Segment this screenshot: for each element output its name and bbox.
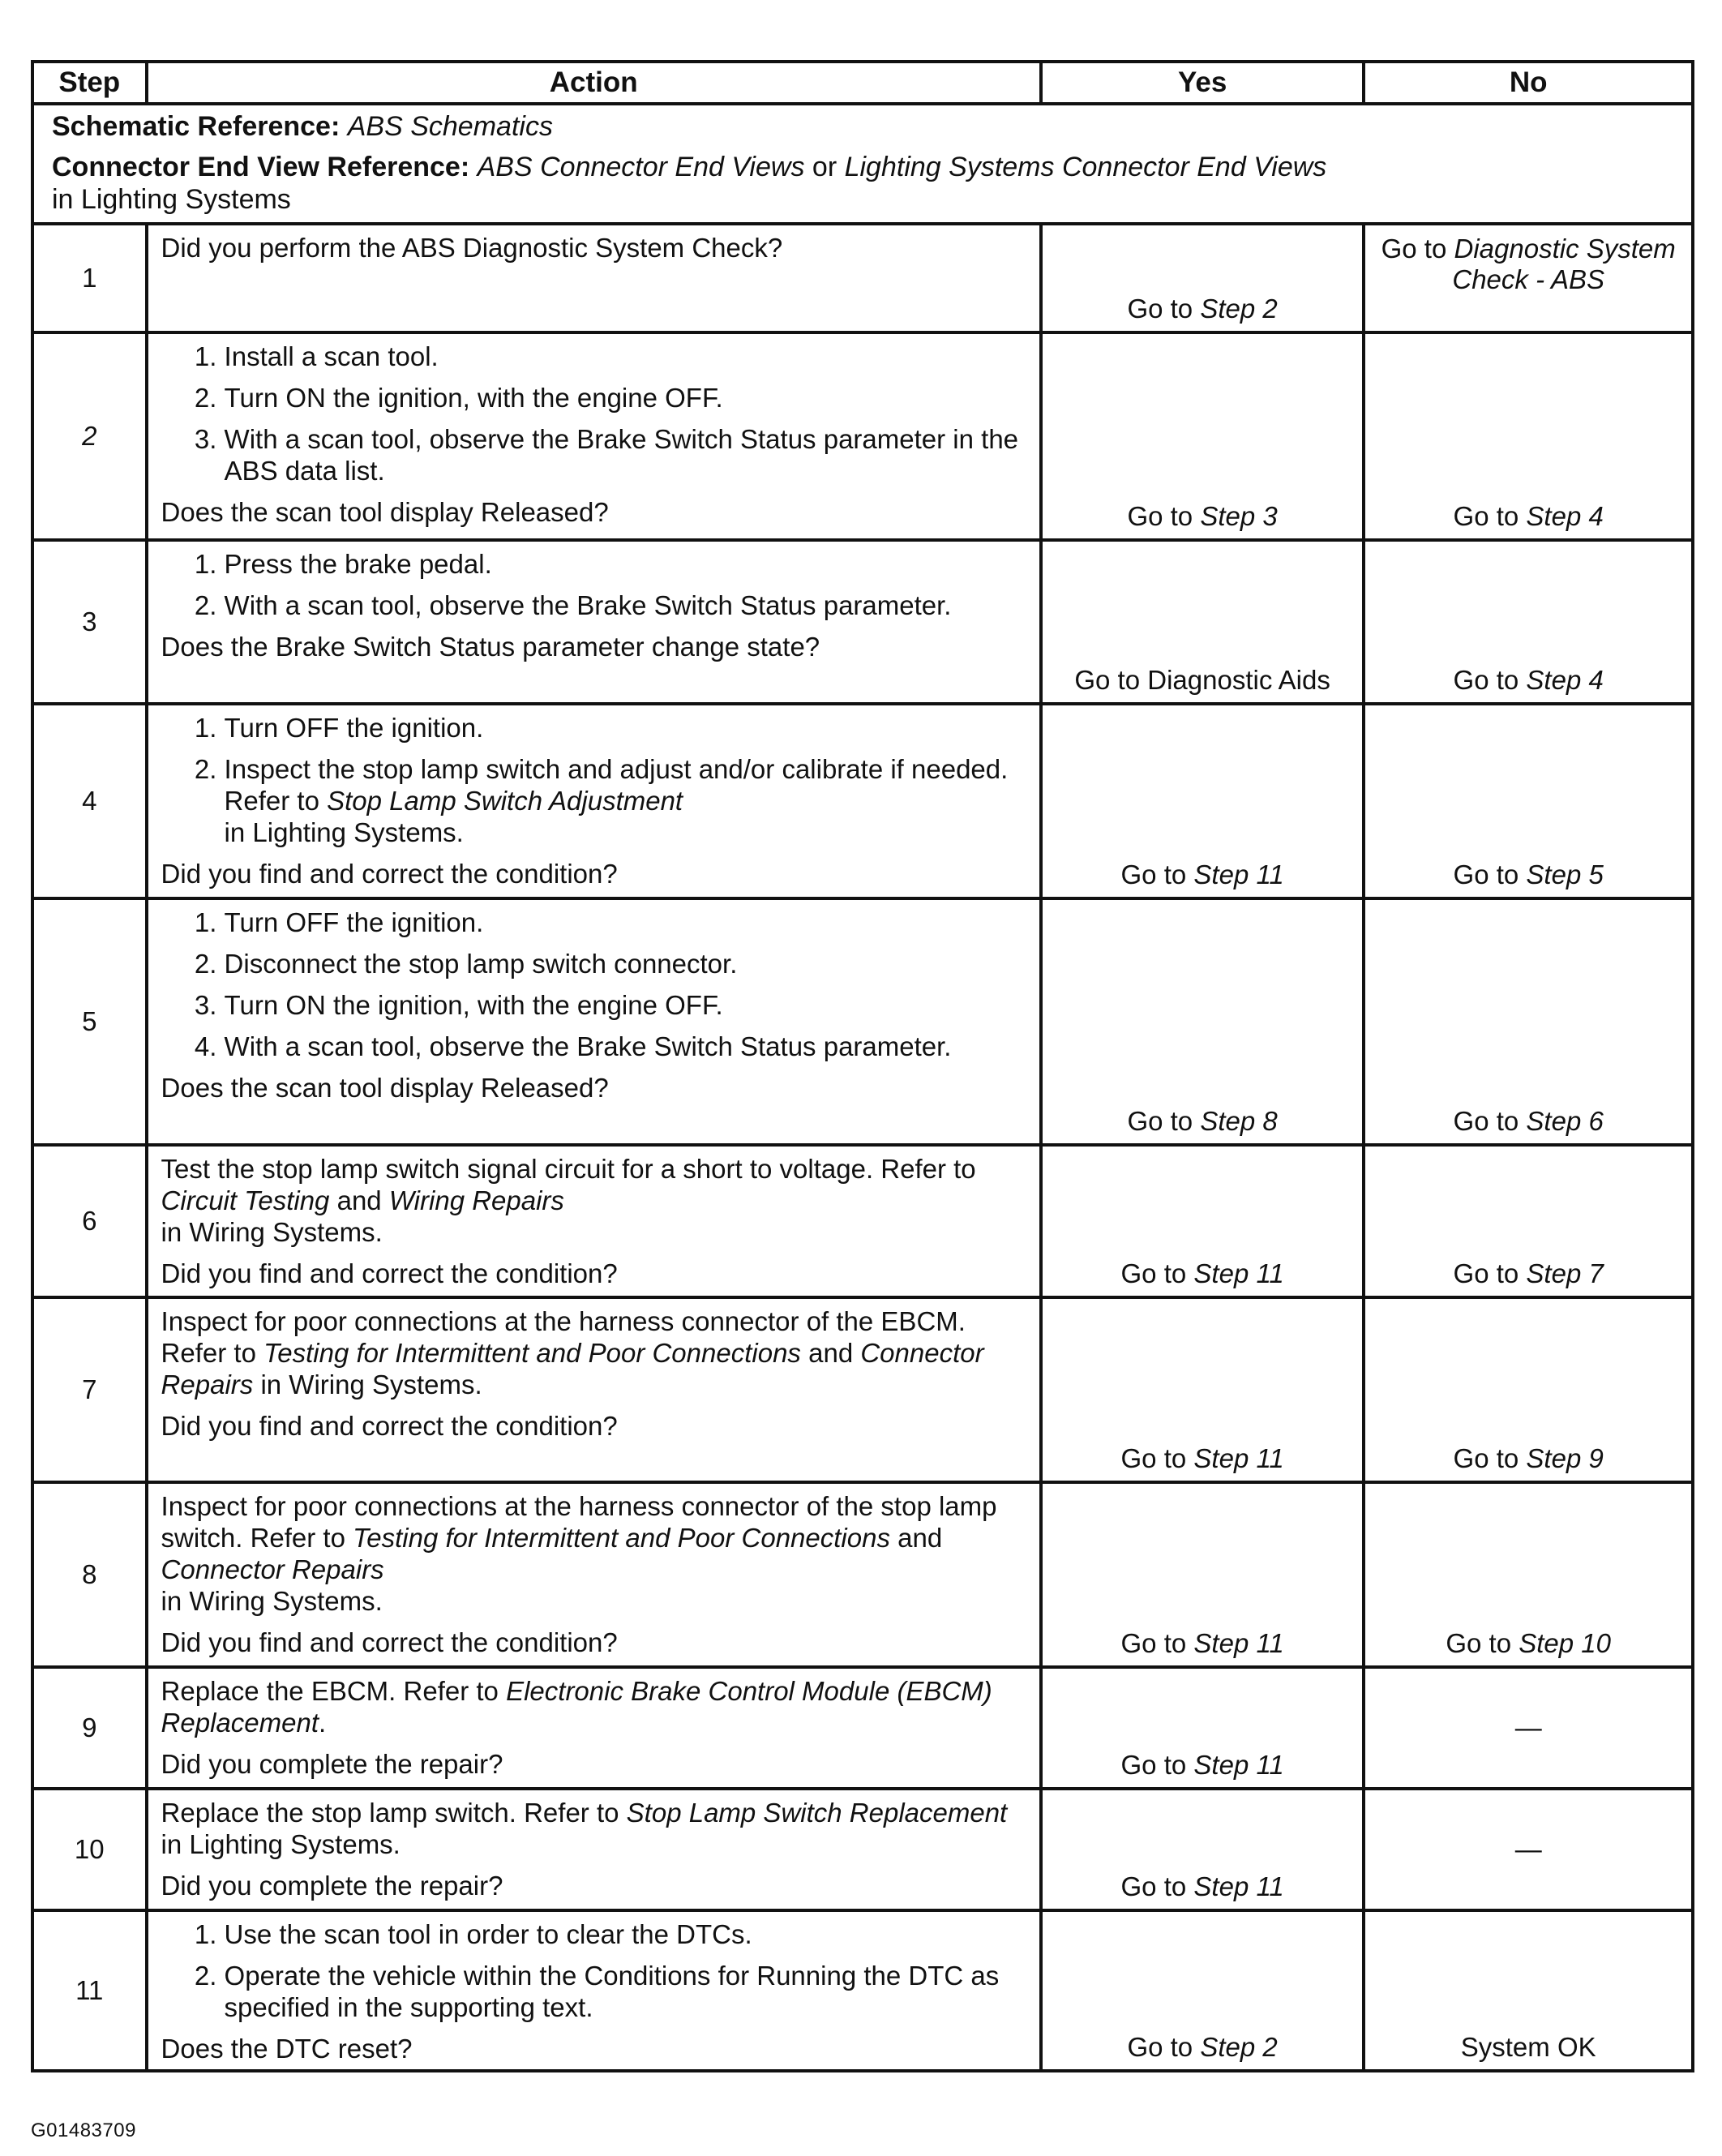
instruction-item: 1. Press the brake pedal. bbox=[225, 548, 1028, 580]
instruction-paragraph bbox=[161, 1675, 1028, 1738]
no-step-link[interactable]: Step 4 bbox=[1526, 665, 1604, 695]
no-cell bbox=[1364, 1297, 1693, 1482]
action-cell bbox=[147, 540, 1041, 704]
instruction-item: 2. Disconnect the stop lamp switch connector. bbox=[225, 948, 1028, 979]
yes-cell bbox=[1041, 332, 1364, 540]
yes-step-link[interactable]: Step 11 bbox=[1193, 1871, 1284, 1901]
connector-reference-or: or bbox=[812, 152, 837, 182]
no-prefix: Go to bbox=[1381, 234, 1447, 264]
no-cell bbox=[1364, 1910, 1693, 2071]
yes-step-link[interactable]: Step 2 bbox=[1200, 2032, 1278, 2062]
no-cell bbox=[1364, 332, 1693, 540]
yes-prefix: Go to bbox=[1120, 1750, 1187, 1780]
instruction-list bbox=[161, 548, 1028, 621]
instruction-item: 2. Turn ON the ignition, with the engine OFF. bbox=[225, 382, 1028, 414]
yes-prefix: Go to bbox=[1120, 1628, 1187, 1658]
no-dash: — bbox=[1514, 1712, 1542, 1742]
stop-lamp-switch-adjustment-link[interactable]: Stop Lamp Switch Adjustment bbox=[327, 786, 683, 816]
no-step-link[interactable]: Step 10 bbox=[1519, 1628, 1612, 1658]
yes-step-link[interactable]: Step 11 bbox=[1193, 859, 1284, 889]
no-step-link[interactable]: Step 5 bbox=[1526, 859, 1604, 889]
question: Did you find and correct the condition? bbox=[161, 1258, 618, 1288]
connector-reference-link-lighting[interactable]: Lighting Systems Connector End Views bbox=[844, 152, 1327, 182]
action-cell bbox=[147, 1482, 1041, 1667]
yes-cell bbox=[1041, 1145, 1364, 1297]
yes-cell bbox=[1041, 704, 1364, 898]
schematic-reference-label: Schematic Reference: bbox=[52, 111, 341, 142]
yes-step-link[interactable]: Step 11 bbox=[1193, 1443, 1284, 1473]
testing-intermittent-link[interactable]: Testing for Intermittent and Poor Connections bbox=[353, 1523, 890, 1553]
step-number: 6 bbox=[32, 1145, 147, 1297]
question: Does the DTC reset? bbox=[161, 2034, 413, 2064]
header-action: Action bbox=[147, 62, 1041, 104]
no-prefix: Go to bbox=[1446, 1628, 1512, 1658]
step-number: 3 bbox=[32, 540, 147, 704]
table-row bbox=[32, 540, 1693, 704]
yes-cell bbox=[1041, 224, 1364, 332]
instruction-item bbox=[225, 753, 1028, 848]
no-cell bbox=[1364, 224, 1693, 332]
instruction-paragraph bbox=[161, 1490, 1028, 1617]
yes-prefix: Go to bbox=[1127, 1106, 1193, 1136]
schematic-reference-link[interactable]: ABS Schematics bbox=[347, 111, 553, 142]
instruction-item: 1. Install a scan tool. bbox=[225, 341, 1028, 372]
instruction-item: 1. Turn OFF the ignition. bbox=[225, 712, 1028, 744]
figure-id: G01483709 bbox=[31, 2120, 136, 2141]
yes-step-link[interactable]: Step 11 bbox=[1193, 1628, 1284, 1658]
table-row bbox=[32, 1789, 1693, 1910]
yes-cell bbox=[1041, 898, 1364, 1145]
instruction-item: 4. With a scan tool, observe the Brake Switch Status parameter. bbox=[225, 1031, 1028, 1062]
diagnostic-table-document bbox=[31, 60, 1694, 2072]
instruction-text: and bbox=[808, 1338, 854, 1368]
diagnostic-table bbox=[31, 60, 1694, 2072]
instruction-list bbox=[161, 1918, 1028, 2023]
step-number: 2 bbox=[32, 332, 147, 540]
no-step-link[interactable]: Step 9 bbox=[1526, 1443, 1604, 1473]
instruction-list bbox=[161, 341, 1028, 486]
yes-step-link[interactable]: Step 3 bbox=[1200, 501, 1278, 531]
instruction-text: in Wiring Systems. bbox=[161, 1586, 383, 1616]
table-row bbox=[32, 1910, 1693, 2071]
instruction-item: 2. Operate the vehicle within the Conditions for Running the DTC as specified in the supporting text. bbox=[225, 1960, 1028, 2023]
action-cell bbox=[147, 224, 1041, 332]
no-prefix: Go to bbox=[1453, 501, 1519, 531]
header-row bbox=[32, 62, 1693, 104]
wiring-repairs-link[interactable]: Wiring Repairs bbox=[388, 1185, 564, 1215]
question: Did you perform the ABS Diagnostic System Check? bbox=[161, 233, 783, 263]
yes-cell bbox=[1041, 1482, 1364, 1667]
action-cell bbox=[147, 1297, 1041, 1482]
yes-step-link[interactable]: Step 11 bbox=[1193, 1258, 1284, 1288]
question: Did you find and correct the condition? bbox=[161, 859, 618, 889]
table-row bbox=[32, 332, 1693, 540]
step-number: 5 bbox=[32, 898, 147, 1145]
instruction-item: 1. Turn OFF the ignition. bbox=[225, 907, 1028, 938]
yes-prefix: Go to bbox=[1127, 294, 1193, 324]
yes-step-link[interactable]: Step 11 bbox=[1193, 1750, 1284, 1780]
yes-diagnostic-aids-link[interactable]: Go to Diagnostic Aids bbox=[1074, 665, 1330, 695]
circuit-testing-link[interactable]: Circuit Testing bbox=[161, 1185, 330, 1215]
instruction-item: 3. With a scan tool, observe the Brake Switch Status parameter in the ABS data list. bbox=[225, 423, 1028, 486]
instruction-text: in Wiring Systems. bbox=[161, 1217, 383, 1247]
yes-step-link[interactable]: Step 8 bbox=[1200, 1106, 1278, 1136]
header-yes: Yes bbox=[1041, 62, 1364, 104]
no-diagnostic-check-link[interactable]: Diagnostic System Check - ABS bbox=[1452, 234, 1676, 294]
instruction-text: and bbox=[336, 1185, 382, 1215]
no-cell bbox=[1364, 1789, 1693, 1910]
header-no: No bbox=[1364, 62, 1693, 104]
table-row bbox=[32, 898, 1693, 1145]
yes-cell bbox=[1041, 1789, 1364, 1910]
action-cell bbox=[147, 1145, 1041, 1297]
instruction-text: in Wiring Systems. bbox=[260, 1369, 482, 1399]
testing-intermittent-link[interactable]: Testing for Intermittent and Poor Connections bbox=[263, 1338, 801, 1368]
question: Does the scan tool display Released? bbox=[161, 1073, 609, 1103]
action-cell bbox=[147, 1789, 1041, 1910]
no-dash: — bbox=[1514, 1834, 1542, 1864]
action-cell bbox=[147, 1910, 1041, 2071]
instruction-text: Inspect for poor connections at the harness connector of the EBCM. Refer to bbox=[161, 1306, 966, 1368]
yes-prefix: Go to bbox=[1120, 859, 1187, 889]
connector-repairs-link[interactable]: Connector Repairs bbox=[161, 1338, 984, 1399]
instruction-paragraph bbox=[161, 1797, 1028, 1860]
instruction-item: 1. Use the scan tool in order to clear the DTCs. bbox=[225, 1918, 1028, 1950]
instruction-text: Inspect for poor connections at the harness connector of the stop lamp switch. Refer to bbox=[161, 1491, 997, 1553]
no-prefix: Go to bbox=[1453, 665, 1519, 695]
yes-prefix: Go to bbox=[1120, 1443, 1187, 1473]
connector-reference-tail: in Lighting Systems bbox=[52, 184, 291, 215]
no-result: System OK bbox=[1460, 2032, 1596, 2062]
yes-prefix: Go to bbox=[1120, 1258, 1187, 1288]
no-prefix: Go to bbox=[1453, 859, 1519, 889]
ebcm-replacement-link[interactable]: Electronic Brake Control Module (EBCM) Replacement bbox=[161, 1676, 992, 1738]
action-cell bbox=[147, 1667, 1041, 1789]
step-number: 7 bbox=[32, 1297, 147, 1482]
question: Did you complete the repair? bbox=[161, 1871, 503, 1901]
instruction-list bbox=[161, 712, 1028, 848]
no-cell bbox=[1364, 1482, 1693, 1667]
table-row bbox=[32, 1667, 1693, 1789]
no-prefix: Go to bbox=[1453, 1106, 1519, 1136]
reference-row bbox=[32, 104, 1693, 224]
connector-reference bbox=[52, 151, 1678, 216]
instruction-text: in Lighting Systems. bbox=[224, 817, 464, 847]
no-prefix: Go to bbox=[1453, 1443, 1519, 1473]
action-cell bbox=[147, 332, 1041, 540]
action-cell bbox=[147, 704, 1041, 898]
question: Did you find and correct the condition? bbox=[161, 1627, 618, 1657]
instruction-text: Replace the stop lamp switch. Refer to bbox=[161, 1798, 619, 1828]
question: Did you find and correct the condition? bbox=[161, 1411, 618, 1441]
table-row bbox=[32, 704, 1693, 898]
table-row bbox=[32, 1297, 1693, 1482]
step-number: 4 bbox=[32, 704, 147, 898]
no-cell bbox=[1364, 540, 1693, 704]
no-cell bbox=[1364, 1667, 1693, 1789]
reference-cell bbox=[32, 104, 1693, 224]
question: Does the scan tool display Released? bbox=[161, 497, 609, 527]
table-row bbox=[32, 1482, 1693, 1667]
question: Does the Brake Switch Status parameter change state? bbox=[161, 632, 820, 662]
no-step-link[interactable]: Step 6 bbox=[1526, 1106, 1604, 1136]
yes-prefix: Go to bbox=[1120, 1871, 1187, 1901]
instruction-item: 2. With a scan tool, observe the Brake Switch Status parameter. bbox=[225, 589, 1028, 621]
header-step: Step bbox=[32, 62, 147, 104]
no-cell bbox=[1364, 898, 1693, 1145]
instruction-text: in Lighting Systems. bbox=[161, 1829, 401, 1859]
connector-reference-label: Connector End View Reference: bbox=[52, 152, 470, 182]
instruction-text: Test the stop lamp switch signal circuit for a short to voltage. Refer to bbox=[161, 1154, 976, 1184]
connector-reference-link-abs[interactable]: ABS Connector End Views bbox=[477, 152, 805, 182]
step-number: 11 bbox=[32, 1910, 147, 2071]
yes-prefix: Go to bbox=[1127, 501, 1193, 531]
instruction-paragraph bbox=[161, 1305, 1028, 1400]
step-number: 9 bbox=[32, 1667, 147, 1789]
step-number: 8 bbox=[32, 1482, 147, 1667]
no-cell bbox=[1364, 704, 1693, 898]
yes-cell bbox=[1041, 1667, 1364, 1789]
table-row bbox=[32, 224, 1693, 332]
question: Did you complete the repair? bbox=[161, 1749, 503, 1779]
yes-cell bbox=[1041, 1910, 1364, 2071]
stop-lamp-switch-replacement-link[interactable]: Stop Lamp Switch Replacement bbox=[626, 1798, 1008, 1828]
no-prefix: Go to bbox=[1453, 1258, 1519, 1288]
step-number: 10 bbox=[32, 1789, 147, 1910]
yes-prefix: Go to bbox=[1127, 2032, 1193, 2062]
yes-cell bbox=[1041, 1297, 1364, 1482]
schematic-reference bbox=[52, 110, 1678, 143]
instruction-item: 3. Turn ON the ignition, with the engine OFF. bbox=[225, 989, 1028, 1021]
action-cell bbox=[147, 898, 1041, 1145]
table-row bbox=[32, 1145, 1693, 1297]
instruction-list bbox=[161, 907, 1028, 1062]
instruction-text: . bbox=[319, 1708, 327, 1738]
instruction-text: Replace the EBCM. Refer to bbox=[161, 1676, 499, 1706]
yes-step-link[interactable]: Step 2 bbox=[1200, 294, 1278, 324]
step-number: 1 bbox=[32, 224, 147, 332]
no-step-link[interactable]: Step 7 bbox=[1526, 1258, 1604, 1288]
instruction-text: Inspect the stop lamp switch and adjust and/or calibrate if needed. Refer to bbox=[224, 754, 1009, 816]
yes-cell bbox=[1041, 540, 1364, 704]
instruction-paragraph bbox=[161, 1153, 1028, 1248]
no-cell bbox=[1364, 1145, 1693, 1297]
connector-repairs-link[interactable]: Connector Repairs bbox=[161, 1554, 384, 1584]
no-step-link[interactable]: Step 4 bbox=[1526, 501, 1604, 531]
instruction-text: and bbox=[897, 1523, 943, 1553]
